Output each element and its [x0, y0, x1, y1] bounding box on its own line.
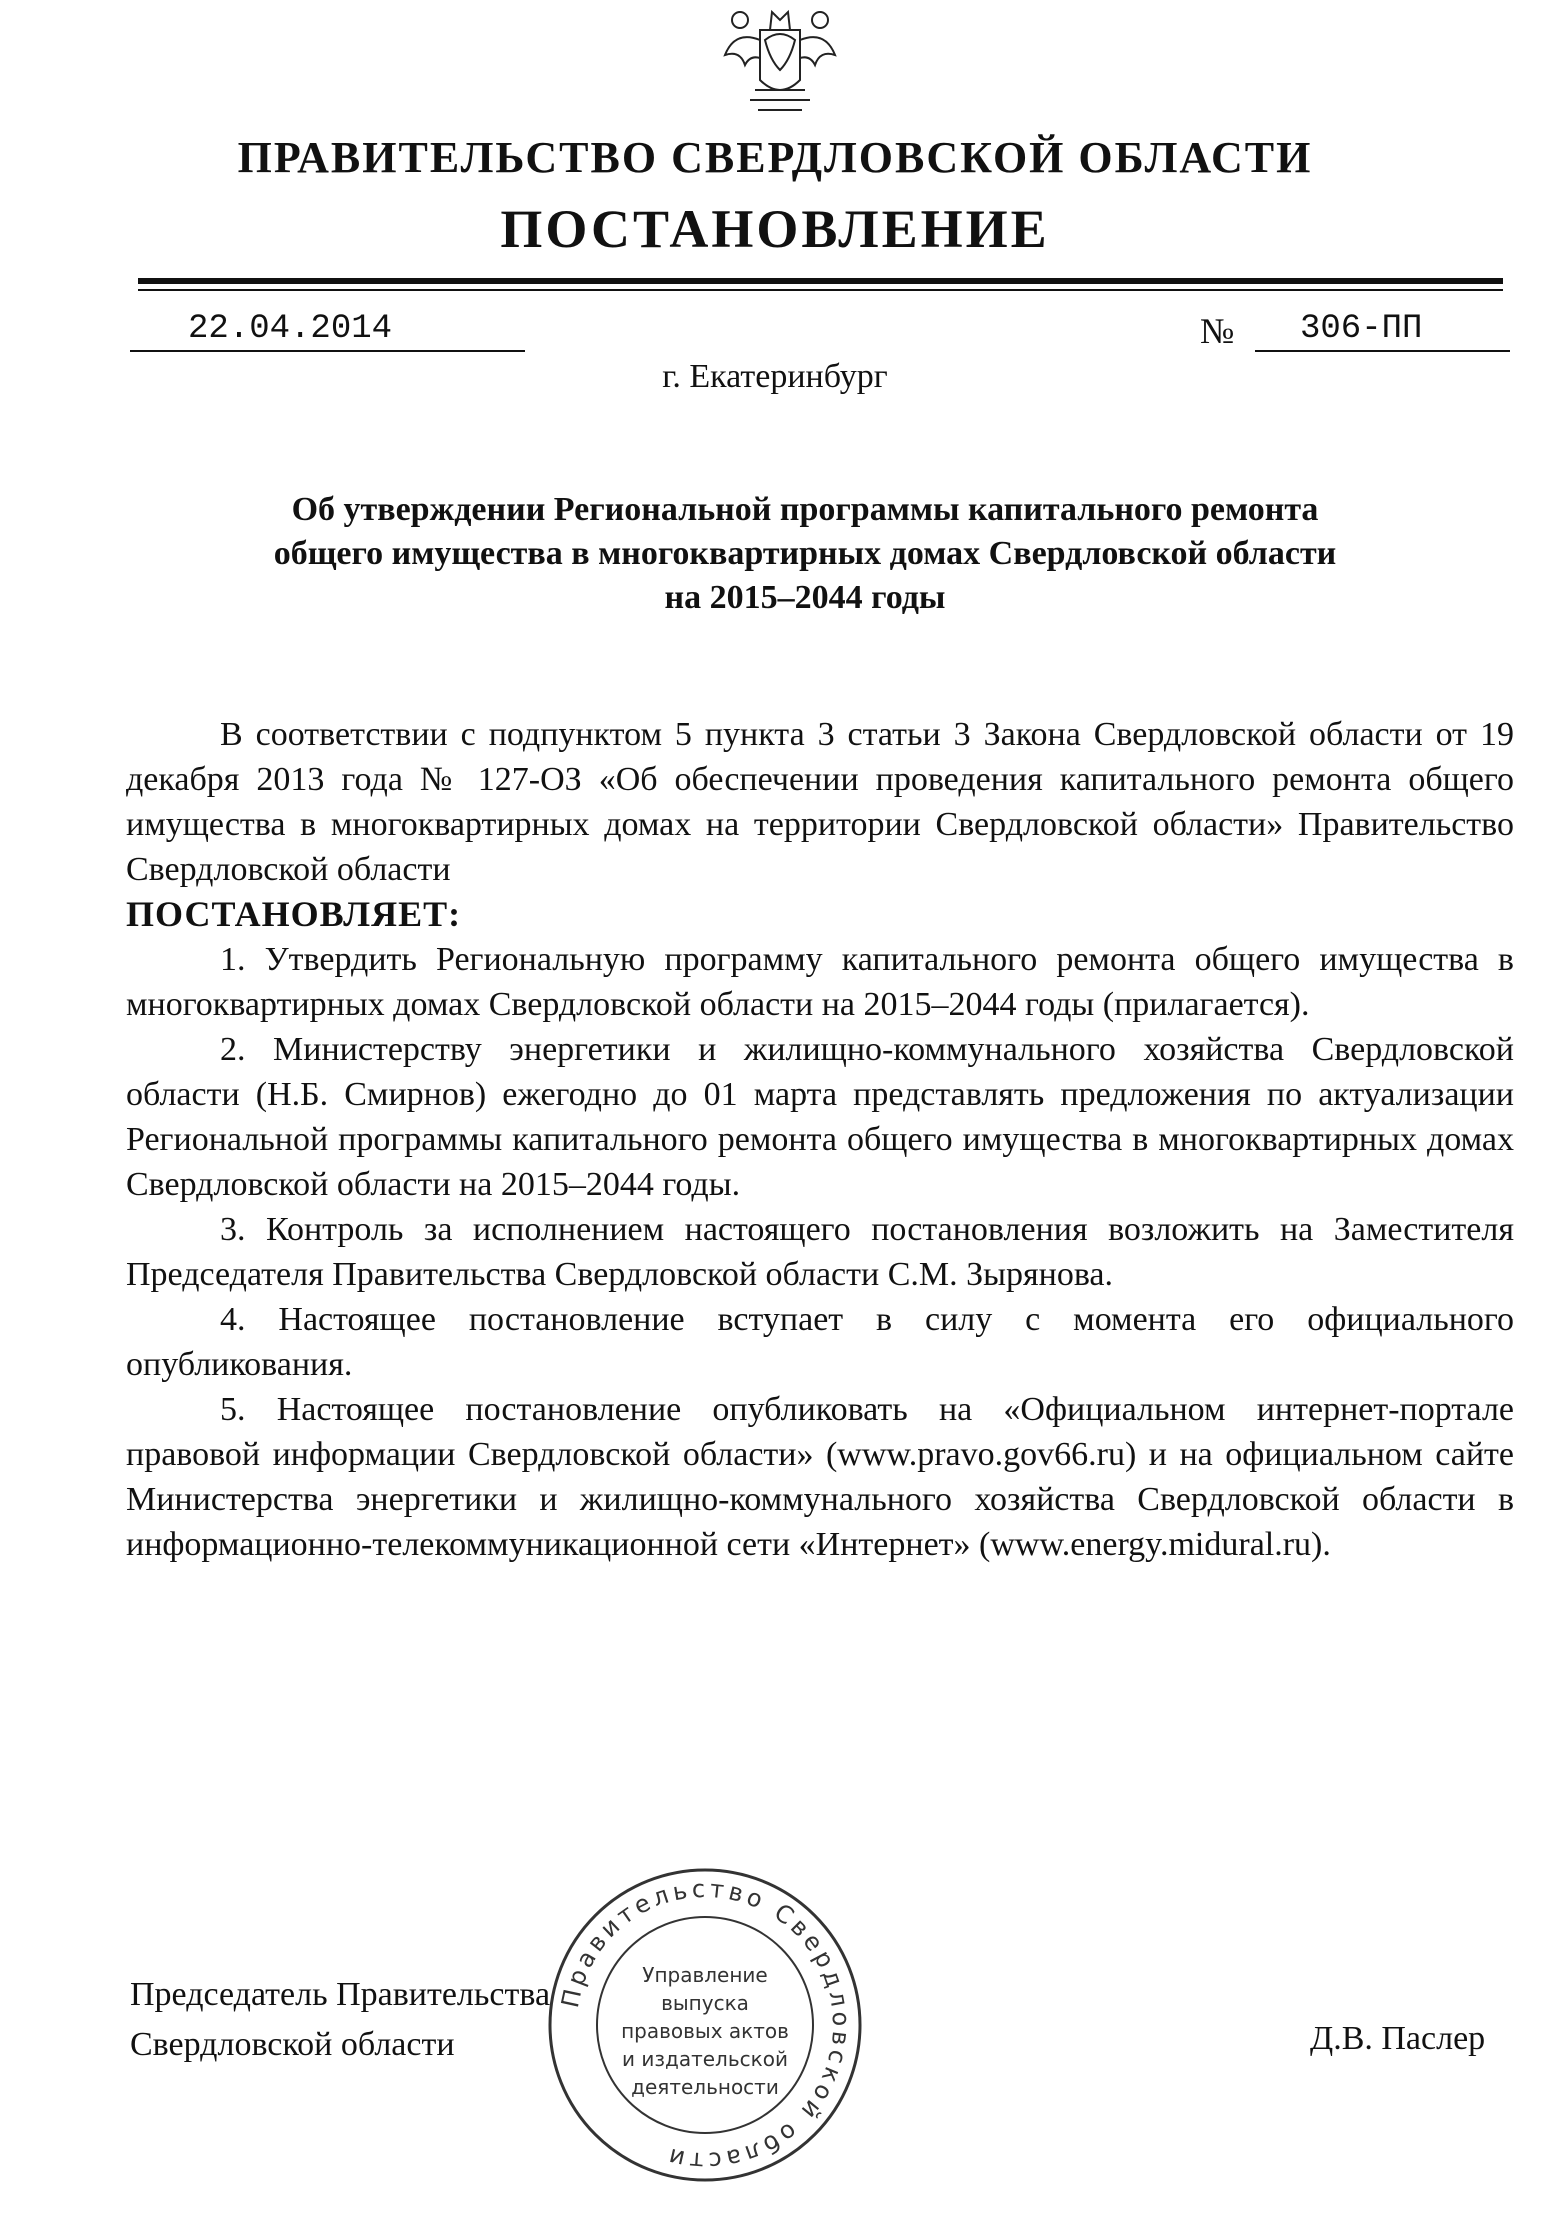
signatory-title — [130, 1970, 550, 2070]
number-sign: № — [1200, 311, 1235, 351]
header-rule-thick — [138, 278, 1503, 284]
decree-heading: ПОСТАНОВЛЯЕТ: — [126, 894, 462, 934]
preamble-paragraph: В соответствии с подпунктом 5 пункта 3 статьи 3 Закона Свердловской области от 19 декабря 2013 года № 127-ОЗ «Об обеспечении проведения капитального ремонта общего имущества в многоквартирных домах на территории Свердловской области» Правительство Свердловской области — [126, 716, 1514, 888]
stamp-inner-line-4: и издательской — [622, 2047, 788, 2071]
date-underline — [130, 350, 525, 352]
document-date: 22.04.2014 — [188, 310, 393, 348]
number-underline — [1255, 350, 1510, 352]
item-3: 3. Контроль за исполнением настоящего постановления возложить на Заместителя Председателя Правительства Свердловской области С.М. Зырянова. — [126, 1211, 1514, 1293]
stamp-inner-line-1: Управление — [642, 1963, 768, 1987]
header-rule-thin — [138, 289, 1503, 291]
stamp-inner-line-2: выпуска — [661, 1991, 749, 2015]
item-2: 2. Министерству энергетики и жилищно-коммунального хозяйства Свердловской области (Н.Б. Смирнов) ежегодно до 01 марта представлять предложения по актуализации Региональной программы капитального ремонта общего имущества в многоквартирных домах Свердловской области на 2015–2044 годы. — [126, 1031, 1514, 1203]
government-title: ПРАВИТЕЛЬСТВО СВЕРДЛОВСКОЙ ОБЛАСТИ — [237, 133, 1313, 182]
item-5: 5. Настоящее постановление опубликовать на «Официальном интернет-портале правовой информации Свердловской области» (www.pravo.gov66.ru) и на официальном сайте Министерства энергетики и жилищно-коммунального хозяйства Свердловской области в информационно-телекоммуникационной сети «Интернет» (www.energy.midural.ru). — [126, 1391, 1514, 1563]
subject-line-3: на 2015–2044 годы — [664, 579, 946, 616]
stamp-ring-text: Правительство Свердловской области — [556, 1874, 856, 2176]
signatory-name: Д.В. Паслер — [1310, 2020, 1486, 2057]
stamp-inner-line-3: правовых актов — [621, 2019, 789, 2043]
signatory-title-line-1: Председатель Правительства — [130, 1976, 551, 2013]
document-type-title: ПОСТАНОВЛЕНИЕ — [500, 199, 1050, 259]
subject-line-2: общего имущества в многоквартирных домах Свердловской области — [273, 535, 1337, 572]
item-4: 4. Настоящее постановление вступает в силу с момента его официального опубликования. — [126, 1301, 1514, 1383]
subject-line-1: Об утверждении Региональной программы капитального ремонта — [291, 491, 1319, 528]
item-1: 1. Утвердить Региональную программу капитального ремонта общего имущества в многоквартирных домах Свердловской области на 2015–2044 годы (прилагается). — [126, 941, 1514, 1023]
signatory-title-line-2: Свердловской области — [130, 2026, 455, 2063]
coat-of-arms-emblem — [700, 0, 860, 120]
city-line: г. Екатеринбург — [662, 358, 888, 395]
document-subject — [180, 488, 1430, 620]
document-number: 306-ПП — [1300, 310, 1423, 348]
document-body — [126, 712, 1514, 1567]
stamp-inner-line-5: деятельности — [631, 2075, 779, 2099]
official-stamp — [540, 1860, 870, 2190]
